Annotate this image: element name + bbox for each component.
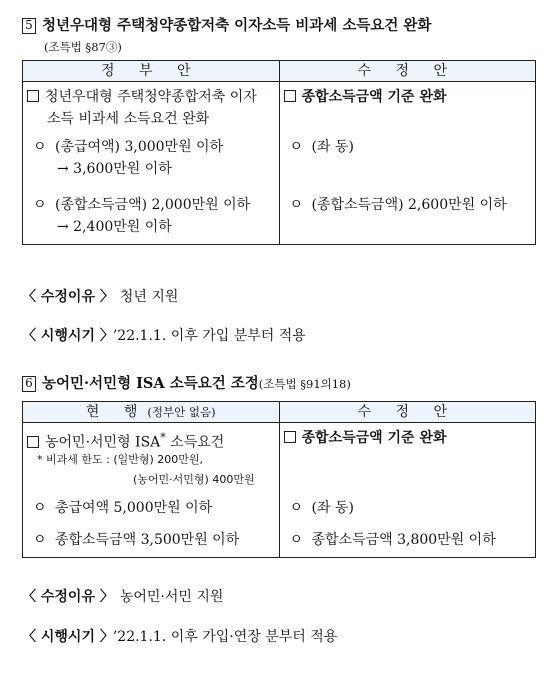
section-5 (22, 14, 536, 245)
section-number-box: 5 (22, 18, 36, 34)
bullet-icon: ㅇ (289, 500, 304, 516)
bullet-icon: ㅇ (289, 139, 304, 155)
footnote-line: * 비과세 한도 : (일반형) 200만원, (37, 453, 204, 466)
item-title: 종합소득금액 기준 완화 (301, 430, 447, 446)
arrow-text: → 2,400만원 이하 (57, 219, 172, 235)
law-reference: (조특법 §91의18) (258, 377, 351, 391)
item-title-continued: 소득 비과세 소득요건 완화 (47, 111, 210, 127)
section-number-box: 6 (22, 376, 36, 392)
bullet-text: (종합소득금액) 2,600만원 이하 (311, 197, 507, 213)
revision-proposal-cell (279, 423, 536, 558)
item-title: 농어민·서민형 ISA (45, 434, 161, 451)
section-title: 청년우대형 주택청약종합저축 이자소득 비과세 소득요건 완화 (42, 17, 432, 34)
current-law-cell (23, 423, 280, 558)
item-title-tail: 소득요건 (165, 434, 225, 451)
bullet-icon: ㅇ (289, 532, 304, 548)
bullet-icon: ㅇ (33, 197, 47, 213)
footnote-marker: * (160, 431, 166, 444)
bullet-text: 총급여액 5,000만원 이하 (55, 500, 213, 516)
effective-label: 〈 시행시기 〉 (22, 328, 107, 344)
bullet-text: (종합소득금액) 2,000만원 이하 (55, 197, 251, 213)
bullet-icon: ㅇ (33, 532, 47, 548)
header-main: 현 행 (85, 404, 148, 420)
law-reference: (조특법 §87③) (44, 40, 122, 54)
bullet-text: 종합소득금액 3,500만원 이하 (55, 532, 240, 548)
column-header-right: 수 정 안 (279, 61, 536, 82)
revision-reason-5 (22, 286, 178, 306)
comparison-table (22, 401, 536, 558)
comparison-table (22, 60, 536, 245)
effective-label: 〈 시행시기 〉 (22, 629, 107, 645)
reason-label: 〈 수정이유 〉 (22, 289, 114, 305)
bullet-text: (좌 동) (311, 139, 354, 155)
reason-label: 〈 수정이유 〉 (22, 589, 114, 605)
section-5-heading (22, 14, 536, 35)
column-header-left: 정 부 안 (23, 61, 280, 82)
effective-date-6 (22, 626, 337, 646)
reason-value: 농어민·서민 지원 (119, 589, 224, 605)
effective-value: ’22.1.1. 이후 가입·연장 분부터 적용 (112, 629, 338, 645)
item-title: 종합소득금액 기준 완화 (301, 89, 447, 105)
revision-reason-6 (22, 586, 223, 606)
checkbox-square-icon (27, 436, 39, 448)
section-6 (22, 372, 536, 558)
bullet-text: (총급여액) 3,000만원 이하 (55, 139, 224, 155)
footnote-line: (농어민·서민형) 400만원 (133, 473, 255, 486)
header-note: (정부안 없음) (147, 405, 216, 419)
column-header-right: 수 정 안 (279, 402, 536, 423)
column-header-left (23, 402, 280, 423)
arrow-text: → 3,600만원 이하 (57, 161, 172, 177)
section-6-heading (22, 372, 536, 393)
bullet-text: (좌 동) (311, 500, 354, 516)
checkbox-square-icon (284, 431, 296, 443)
government-proposal-cell (23, 82, 280, 245)
checkbox-square-icon (27, 90, 39, 102)
item-title: 청년우대형 주택청약종합저축 이자 (45, 89, 257, 105)
reason-value: 청년 지원 (119, 289, 179, 305)
bullet-text: 종합소득금액 3,800만원 이하 (311, 532, 496, 548)
bullet-icon: ㅇ (33, 139, 47, 155)
section-title: 농어민·서민형 ISA 소득요건 조정 (42, 375, 259, 392)
effective-value: ’22.1.1. 이후 가입 분부터 적용 (112, 328, 306, 344)
revision-proposal-cell (279, 82, 536, 245)
effective-date-5 (22, 325, 306, 345)
checkbox-square-icon (284, 90, 296, 102)
bullet-icon: ㅇ (289, 197, 304, 213)
bullet-icon: ㅇ (33, 500, 47, 516)
